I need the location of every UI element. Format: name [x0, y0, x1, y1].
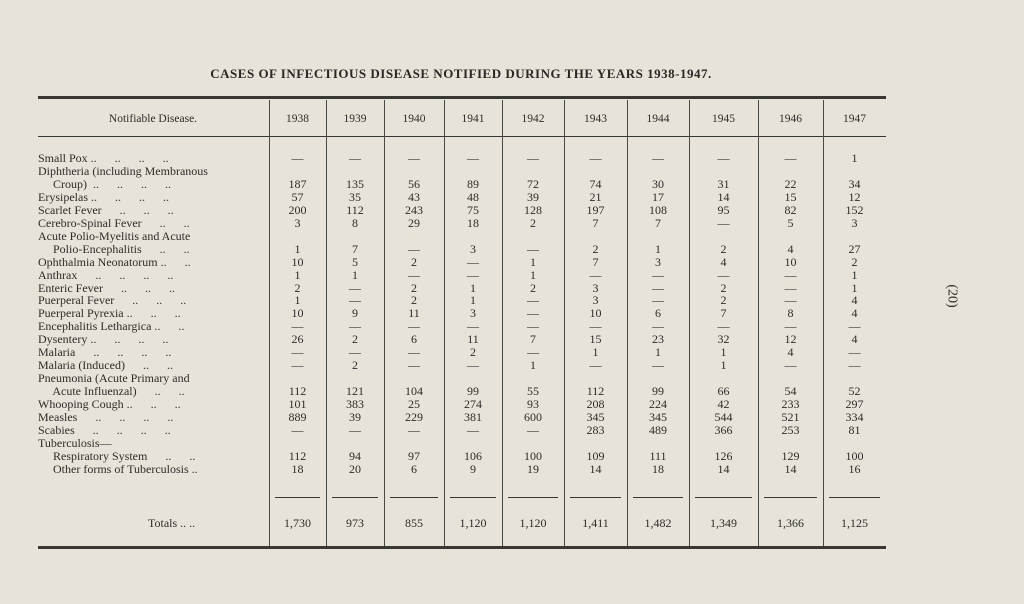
table-cell: 2: [592, 241, 599, 256]
table-cell: —: [349, 280, 361, 295]
table-cell: 1: [720, 345, 727, 360]
table-cell: 99: [467, 384, 479, 399]
total-value: 1,125: [841, 516, 868, 530]
table-cell: 39: [349, 410, 361, 424]
row-label: Respiratory System .. ..: [38, 448, 196, 463]
table-cell: 5: [787, 215, 794, 230]
table-cell: 111: [649, 448, 667, 463]
table-cell: 3: [592, 280, 599, 295]
table-cell: 600: [524, 410, 542, 424]
table-cell: 2: [720, 293, 727, 308]
row-label: Other forms of Tuberculosis ..: [38, 461, 198, 476]
row-label: Cerebro-Spinal Fever .. ..: [38, 215, 190, 230]
table-cell: 1: [470, 280, 476, 295]
bottom-rule: [38, 546, 886, 549]
table-cell: —: [408, 422, 420, 437]
table-cell: 42: [717, 397, 730, 412]
table-cell: 10: [589, 306, 602, 321]
table-cell: 2: [352, 332, 358, 347]
total-value: 1,482: [644, 516, 672, 530]
table-cell: 10: [291, 306, 304, 321]
table-cell: 7: [655, 215, 661, 230]
table-cell: —: [408, 358, 420, 373]
table-cell: —: [467, 422, 479, 437]
table-cell: 75: [467, 202, 479, 217]
table-cell: 26: [291, 332, 304, 347]
table-cell: —: [467, 319, 479, 334]
table-cell: 54: [784, 384, 797, 399]
row-label: Scarlet Fever .. .. ..: [38, 202, 174, 217]
table-cell: —: [784, 280, 797, 295]
table-cell: 2: [720, 241, 727, 256]
table-cell: 1: [530, 254, 536, 269]
table-cell: 11: [467, 332, 479, 347]
table-cell: 6: [655, 306, 661, 321]
sum-rule: [764, 497, 817, 498]
table-cell: 8: [352, 215, 358, 230]
table-cell: 345: [586, 410, 605, 424]
row-label: Measles .. .. .. ..: [38, 410, 174, 424]
table-cell: —: [467, 254, 479, 269]
sum-rule: [332, 497, 378, 498]
table-cell: 15: [784, 189, 797, 204]
table-cell: 48: [467, 189, 479, 204]
table-cell: —: [717, 319, 730, 334]
table-cell: 2: [851, 254, 858, 269]
sum-rule: [390, 497, 438, 498]
table-cell: 66: [717, 384, 730, 399]
table-cell: —: [408, 151, 420, 165]
table-cell: —: [589, 151, 602, 165]
table-cell: —: [527, 293, 539, 308]
table-cell: 30: [652, 176, 664, 191]
table-cell: 208: [586, 397, 605, 412]
table-cell: 2: [294, 280, 301, 295]
table-cell: 283: [586, 422, 605, 437]
table-cell: 200: [288, 202, 307, 217]
row-label: Acute Polio-Myelitis and Acute: [38, 228, 191, 243]
table-cell: 6: [411, 461, 417, 476]
table-cell: —: [349, 319, 361, 334]
table-cell: —: [784, 358, 797, 373]
table-cell: 81: [848, 422, 861, 437]
table-cell: —: [848, 358, 861, 373]
table-cell: 1: [530, 358, 536, 373]
table-cell: 489: [649, 422, 667, 437]
table-cell: 94: [349, 448, 361, 463]
header-year: 1939: [343, 113, 367, 125]
table-cell: 1: [470, 293, 476, 308]
sum-rule: [829, 497, 880, 498]
table-cell: 4: [787, 345, 794, 360]
table-cell: 39: [527, 189, 539, 204]
table-cell: 10: [291, 254, 304, 269]
table-cell: —: [848, 319, 861, 334]
table-cell: 35: [349, 189, 361, 204]
table-cell: 74: [589, 176, 602, 191]
table-cell: 17: [652, 189, 664, 204]
table-cell: 32: [717, 332, 730, 347]
table-cell: 197: [586, 202, 605, 217]
table-cell: —: [784, 319, 797, 334]
table-cell: —: [848, 345, 861, 360]
table-cell: 2: [352, 358, 358, 373]
table-cell: 152: [845, 202, 864, 217]
table-cell: —: [527, 306, 539, 321]
row-label: Dysentery .. .. .. ..: [38, 332, 169, 347]
table-cell: —: [408, 345, 420, 360]
table-cell: 101: [288, 397, 307, 412]
table-cell: —: [589, 319, 602, 334]
table-cell: 1: [655, 241, 661, 256]
table-cell: 112: [288, 384, 307, 399]
header-year: 1940: [402, 113, 426, 125]
table-cell: —: [527, 151, 539, 165]
row-label: Malaria .. .. .. ..: [38, 345, 172, 360]
table-cell: 104: [405, 384, 423, 399]
table-cell: —: [467, 267, 479, 282]
table-cell: 22: [784, 176, 797, 191]
table-cell: 1: [851, 151, 858, 165]
total-value: 973: [346, 516, 364, 530]
row-label: Anthrax .. .. .. ..: [38, 267, 174, 282]
table-cell: 1: [592, 345, 599, 360]
header-disease: Notifiable Disease.: [108, 113, 198, 125]
header-year: 1942: [521, 113, 545, 125]
table-cell: —: [589, 267, 602, 282]
table-cell: —: [349, 293, 361, 308]
table-cell: 12: [848, 189, 861, 204]
row-label: Scabies .. .. .. ..: [38, 422, 171, 437]
table-cell: 12: [784, 332, 797, 347]
table-cell: 128: [524, 202, 542, 217]
table-cell: —: [717, 215, 730, 230]
table-cell: 14: [717, 461, 730, 476]
table-cell: —: [291, 422, 304, 437]
table-cell: 2: [530, 215, 536, 230]
table-cell: 82: [784, 202, 797, 217]
table-cell: 6: [411, 332, 417, 347]
table-cell: 1: [530, 267, 536, 282]
table-cell: 9: [352, 306, 358, 321]
row-label: Whooping Cough .. .. ..: [38, 397, 181, 412]
header-year: 1941: [461, 113, 485, 125]
table-cell: —: [527, 422, 539, 437]
total-value: 1,366: [777, 516, 804, 530]
table-cell: 100: [524, 448, 542, 463]
table-cell: 2: [411, 254, 417, 269]
table-cell: —: [652, 280, 664, 295]
table-cell: 129: [781, 448, 800, 463]
table-cell: —: [717, 151, 730, 165]
table-cell: —: [527, 345, 539, 360]
total-value: 1,411: [582, 516, 609, 530]
table-cell: 8: [787, 306, 794, 321]
table-cell: —: [527, 319, 539, 334]
table-cell: 5: [352, 254, 358, 269]
row-label: Puerperal Fever .. .. ..: [38, 293, 187, 308]
header-year: 1938: [286, 113, 309, 125]
table-cell: 1: [294, 293, 301, 308]
table-cell: 14: [589, 461, 602, 476]
row-label: Croup) .. .. .. ..: [38, 176, 171, 191]
table-cell: 345: [649, 410, 667, 424]
total-value: 1,120: [459, 516, 487, 530]
table-cell: 20: [349, 461, 361, 476]
table-cell: 2: [411, 280, 417, 295]
sum-rule: [633, 497, 683, 498]
table-cell: 233: [781, 397, 800, 412]
table-cell: 1: [294, 267, 301, 282]
table-cell: 126: [714, 448, 733, 463]
table-cell: 21: [589, 189, 602, 204]
table-cell: 7: [530, 332, 536, 347]
row-label: Encephalitis Lethargica .. ..: [38, 319, 185, 334]
sum-rule: [450, 497, 496, 498]
table-cell: 3: [294, 215, 301, 230]
table-cell: 18: [652, 461, 664, 476]
table-cell: 27: [848, 241, 861, 256]
table-cell: 2: [530, 280, 536, 295]
table-cell: —: [652, 267, 664, 282]
table-cell: 229: [405, 410, 423, 424]
table-cell: 112: [346, 202, 364, 217]
table-cell: 3: [470, 306, 476, 321]
table-cell: —: [291, 345, 304, 360]
table-cell: —: [652, 319, 664, 334]
table-cell: 334: [845, 410, 864, 424]
row-label: Diphtheria (including Membranous: [38, 163, 208, 178]
table-cell: 4: [720, 254, 727, 269]
table-cell: 521: [781, 410, 800, 424]
row-label: Polio-Encephalitis .. ..: [38, 241, 190, 256]
table-cell: 224: [649, 397, 667, 412]
table-cell: —: [408, 319, 420, 334]
total-value: 1,349: [710, 516, 737, 530]
table-cell: 4: [787, 241, 794, 256]
table-cell: 16: [848, 461, 861, 476]
table-cell: 366: [714, 422, 733, 437]
header-year: 1943: [584, 113, 607, 125]
table-cell: 72: [527, 176, 539, 191]
table-cell: —: [527, 241, 539, 256]
table-cell: 1: [655, 345, 661, 360]
table-cell: 187: [288, 176, 307, 191]
row-label: Small Pox .. .. .. ..: [38, 151, 169, 165]
row-label: Puerperal Pyrexia .. .. ..: [38, 306, 181, 321]
table-cell: —: [652, 151, 664, 165]
table-cell: 253: [781, 422, 800, 437]
table-cell: —: [291, 151, 304, 165]
table-cell: 95: [717, 202, 730, 217]
table-cell: 3: [655, 254, 661, 269]
total-value: 855: [405, 516, 423, 530]
table-cell: 108: [649, 202, 667, 217]
header-year: 1947: [843, 113, 866, 125]
header-year: 1945: [712, 113, 735, 125]
table-cell: 544: [714, 410, 733, 424]
table-cell: 29: [408, 215, 420, 230]
row-label: Acute Influenzal) .. ..: [38, 384, 185, 399]
table-cell: 10: [784, 254, 797, 269]
table-cell: 93: [527, 397, 539, 412]
table-cell: 11: [408, 306, 420, 321]
table-cell: —: [784, 293, 797, 308]
sum-rule: [275, 497, 320, 498]
table-cell: —: [652, 358, 664, 373]
table-cell: 1: [720, 358, 727, 373]
table-cell: 112: [288, 448, 307, 463]
table-cell: 121: [346, 384, 364, 399]
table-cell: 4: [851, 332, 858, 347]
table-cell: 7: [720, 306, 727, 321]
table-cell: 14: [784, 461, 797, 476]
table-cell: 889: [288, 410, 307, 424]
table-cell: —: [717, 267, 730, 282]
table-cell: 274: [464, 397, 482, 412]
table-cell: 4: [851, 306, 858, 321]
table-cell: 135: [346, 176, 364, 191]
table-cell: 7: [352, 241, 358, 256]
table-cell: 1: [294, 241, 301, 256]
table-cell: —: [291, 358, 304, 373]
table-cell: 297: [845, 397, 864, 412]
table-cell: 31: [717, 176, 730, 191]
table-cell: 383: [346, 397, 364, 412]
table-cell: 1: [851, 267, 858, 282]
table-cell: 3: [592, 293, 599, 308]
table-title: CASES OF INFECTIOUS DISEASE NOTIFIED DURING THE YEARS 1938-1947.: [210, 66, 712, 81]
row-label: Tuberculosis—: [38, 435, 112, 450]
row-label: Enteric Fever .. .. ..: [38, 280, 175, 295]
header-year: 1944: [646, 113, 670, 125]
table-cell: 106: [464, 448, 482, 463]
total-value: 1,120: [519, 516, 547, 530]
row-label: Pneumonia (Acute Primary and: [38, 371, 190, 386]
table-cell: 97: [408, 448, 420, 463]
table-cell: 56: [408, 176, 420, 191]
table-cell: —: [589, 358, 602, 373]
table-cell: 1: [352, 267, 358, 282]
table-cell: 109: [586, 448, 605, 463]
table-cell: 4: [851, 293, 858, 308]
table-cell: 9: [470, 461, 476, 476]
table-cell: 243: [405, 202, 423, 217]
table-cell: 55: [527, 384, 539, 399]
table-cell: 15: [589, 332, 602, 347]
table-cell: —: [652, 293, 664, 308]
table-cell: 52: [848, 384, 861, 399]
header-year: 1946: [779, 113, 802, 125]
table-cell: 23: [652, 332, 664, 347]
table-cell: 112: [586, 384, 605, 399]
table-cell: 2: [411, 293, 417, 308]
table-cell: 100: [845, 448, 864, 463]
page-number: (20): [944, 284, 960, 308]
table-cell: 381: [464, 410, 482, 424]
row-label: Ophthalmia Neonatorum .. ..: [38, 254, 191, 269]
table-cell: —: [349, 422, 361, 437]
row-label: Malaria (Induced) .. ..: [38, 358, 173, 373]
top-rule: [38, 96, 886, 99]
totals-label: Totals .. ..: [148, 516, 196, 530]
total-value: 1,730: [284, 516, 311, 530]
table-cell: —: [291, 319, 304, 334]
table-cell: —: [467, 151, 479, 165]
table-cell: 14: [717, 189, 730, 204]
table-cell: 18: [467, 215, 479, 230]
table-cell: 3: [470, 241, 476, 256]
table-cell: —: [467, 358, 479, 373]
table-cell: 18: [291, 461, 304, 476]
table-cell: 43: [408, 189, 420, 204]
row-label: Erysipelas .. .. .. ..: [38, 189, 169, 204]
table-cell: —: [784, 151, 797, 165]
table-cell: 89: [467, 176, 479, 191]
table-cell: 2: [720, 280, 727, 295]
table-cell: 1: [851, 280, 858, 295]
table-cell: —: [349, 151, 361, 165]
table-cell: 19: [527, 461, 539, 476]
sum-rule: [695, 497, 752, 498]
table-cell: 3: [851, 215, 858, 230]
table-cell: —: [408, 241, 420, 256]
table-cell: 2: [470, 345, 476, 360]
table-cell: 7: [592, 254, 599, 269]
table-cell: 25: [408, 397, 420, 412]
table-cell: —: [784, 267, 797, 282]
table-cell: 57: [291, 189, 304, 204]
table-cell: 7: [592, 215, 599, 230]
table-cell: 99: [652, 384, 664, 399]
sum-rule: [570, 497, 621, 498]
sum-rule: [508, 497, 558, 498]
table-cell: —: [349, 345, 361, 360]
table-cell: 34: [848, 176, 861, 191]
table-cell: —: [408, 267, 420, 282]
